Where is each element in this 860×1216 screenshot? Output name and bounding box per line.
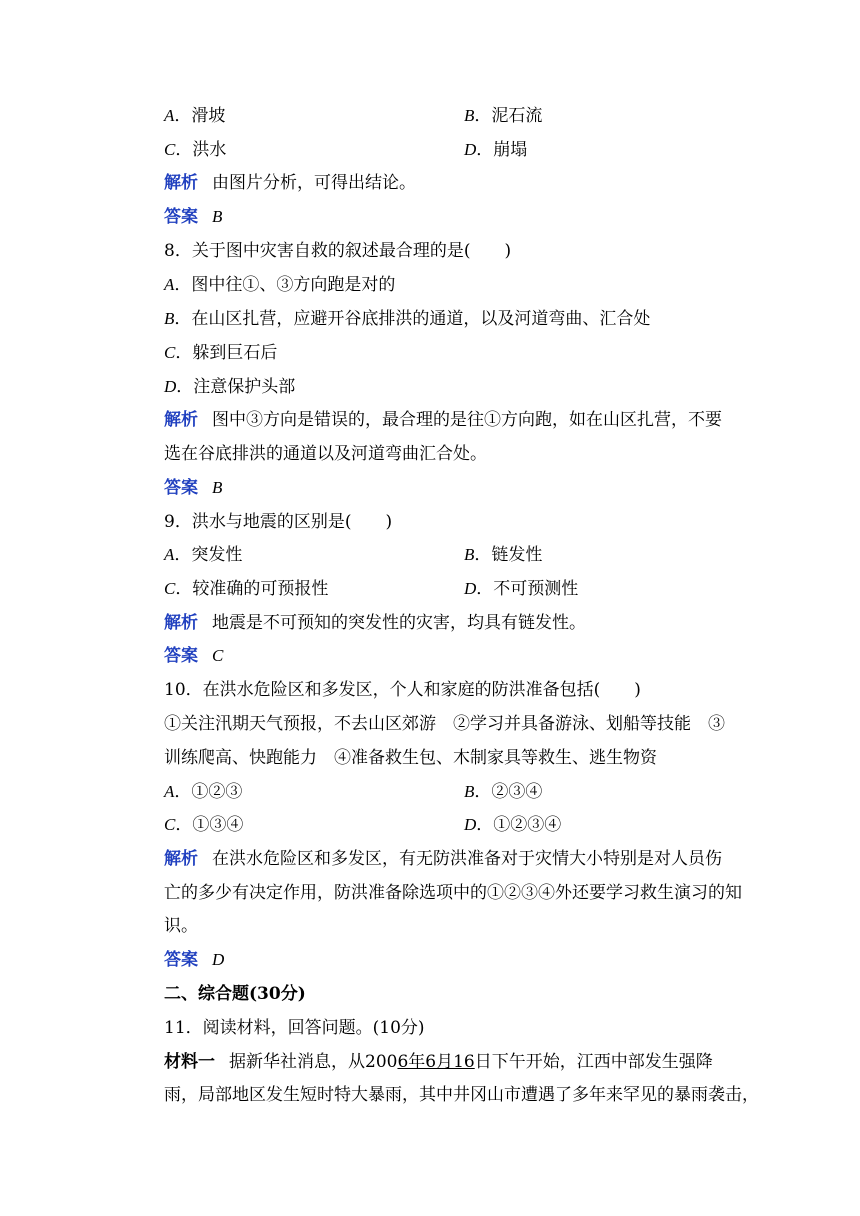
option-text: ．崩塌 [476, 140, 528, 160]
option-a [164, 780, 730, 804]
material-text-continued: 雨，局部地区发生短时特大暴雨，其中井冈山市遭遇了多年来罕见的暴雨袭击， [164, 1085, 759, 1105]
answer-label: 答案 [164, 478, 198, 498]
answer-value: C [212, 646, 224, 665]
analysis-text-continued: 识。 [164, 916, 198, 936]
option-text: ．不可预测性 [476, 579, 579, 599]
answer-value: B [212, 207, 223, 226]
q7-analysis [164, 171, 730, 195]
option-c [164, 138, 730, 162]
option-text: ．洪水 [175, 140, 227, 160]
answer-label: 答案 [164, 207, 198, 227]
section-heading: 二、综合题(30分) [164, 984, 306, 1004]
material-label: 材料一 [164, 1052, 215, 1072]
option-letter: A [164, 106, 175, 125]
option-text: ．图中往①、③方向跑是对的 [174, 275, 396, 295]
option-letter: A [164, 275, 175, 294]
answer-label: 答案 [164, 950, 198, 970]
option-text: ．突发性 [174, 545, 243, 565]
analysis-text-continued: 亡的多少有决定作用，防洪准备除选项中的①②③④外还要学习救生演习的知 [164, 883, 742, 903]
q10-answer [164, 948, 730, 972]
material-text: 据新华社消息，从200 [229, 1052, 398, 1072]
analysis-text: 由图片分析，可得出结论。 [212, 173, 416, 193]
option-text: ．在山区扎营，应避开谷底排洪的通道，以及河道弯曲、汇合处 [174, 309, 651, 329]
option-letter: A [164, 782, 175, 801]
analysis-text: 在洪水危险区和多发区，有无防洪准备对于灾情大小特别是对人员伤 [212, 849, 722, 869]
option-text: ．链发性 [474, 545, 543, 565]
option-text: ．①③④ [175, 815, 244, 835]
option-c [164, 813, 730, 837]
analysis-text: 图中③方向是错误的，最合理的是往①方向跑，如在山区扎营，不要 [212, 410, 722, 430]
question-10-items-continued: 训练爬高、快跑能力 ④准备救生包、木制家具等救生、逃生物资 [164, 748, 657, 768]
option-letter: C [164, 815, 176, 834]
option-letter: B [464, 782, 475, 801]
option-letter: C [164, 343, 176, 362]
answer-value: B [212, 478, 223, 497]
question-11-stem: 11．阅读材料，回答问题。(10分) [164, 1018, 425, 1038]
analysis-label: 解析 [164, 410, 198, 430]
material-text: 日下午开始，江西中部发生强降 [474, 1052, 713, 1072]
option-text: ．①②③④ [476, 815, 562, 835]
option-d [464, 577, 578, 601]
option-text: ．注意保护头部 [176, 377, 296, 397]
analysis-label: 解析 [164, 849, 198, 869]
option-text: ．躲到巨石后 [175, 343, 278, 363]
q9-analysis [164, 611, 730, 635]
q8-analysis [164, 408, 730, 432]
question-9-stem: 9．洪水与地震的区别是( ) [164, 512, 393, 532]
option-text: ．①②③ [174, 782, 243, 802]
question-10-stem: 10．在洪水危险区和多发区，个人和家庭的防洪准备包括( ) [164, 680, 641, 700]
option-d [464, 813, 561, 837]
answer-value: D [212, 950, 225, 969]
analysis-label: 解析 [164, 173, 198, 193]
option-letter: D [464, 140, 477, 159]
material-date-underlined: 6年6月16 [397, 1052, 475, 1072]
question-8-stem: 8．关于图中灾害自救的叙述最合理的是( ) [164, 241, 512, 261]
option-b [464, 543, 542, 567]
material-1 [164, 1050, 730, 1074]
option-a [164, 273, 730, 297]
option-letter: C [164, 140, 176, 159]
option-letter: A [164, 545, 175, 564]
q10-analysis [164, 847, 730, 871]
option-letter: D [164, 377, 177, 396]
option-letter: B [164, 309, 175, 328]
option-c [164, 341, 730, 365]
option-text: ．泥石流 [474, 106, 543, 126]
option-d [464, 138, 527, 162]
option-d [164, 375, 730, 399]
option-b [164, 307, 730, 331]
analysis-label: 解析 [164, 613, 198, 633]
q9-answer [164, 644, 730, 668]
option-text: ．较准确的可预报性 [175, 579, 329, 599]
option-c [164, 577, 730, 601]
question-10-items: ①关注汛期天气预报，不去山区郊游 ②学习并具备游泳、划船等技能 ③ [164, 714, 725, 734]
option-a [164, 543, 730, 567]
option-b [464, 780, 542, 804]
option-letter: B [464, 545, 475, 564]
option-letter: C [164, 579, 176, 598]
option-letter: D [464, 815, 477, 834]
analysis-text: 地震是不可预知的突发性的灾害，均具有链发性。 [212, 613, 586, 633]
option-letter: D [464, 579, 477, 598]
option-text: ．滑坡 [174, 106, 226, 126]
option-a [164, 104, 730, 128]
option-text: ．②③④ [474, 782, 543, 802]
option-b [464, 104, 542, 128]
option-letter: B [464, 106, 475, 125]
q7-answer [164, 205, 730, 229]
analysis-text-continued: 选在谷底排洪的通道以及河道弯曲汇合处。 [164, 444, 487, 464]
answer-label: 答案 [164, 646, 198, 666]
q8-answer [164, 476, 730, 500]
